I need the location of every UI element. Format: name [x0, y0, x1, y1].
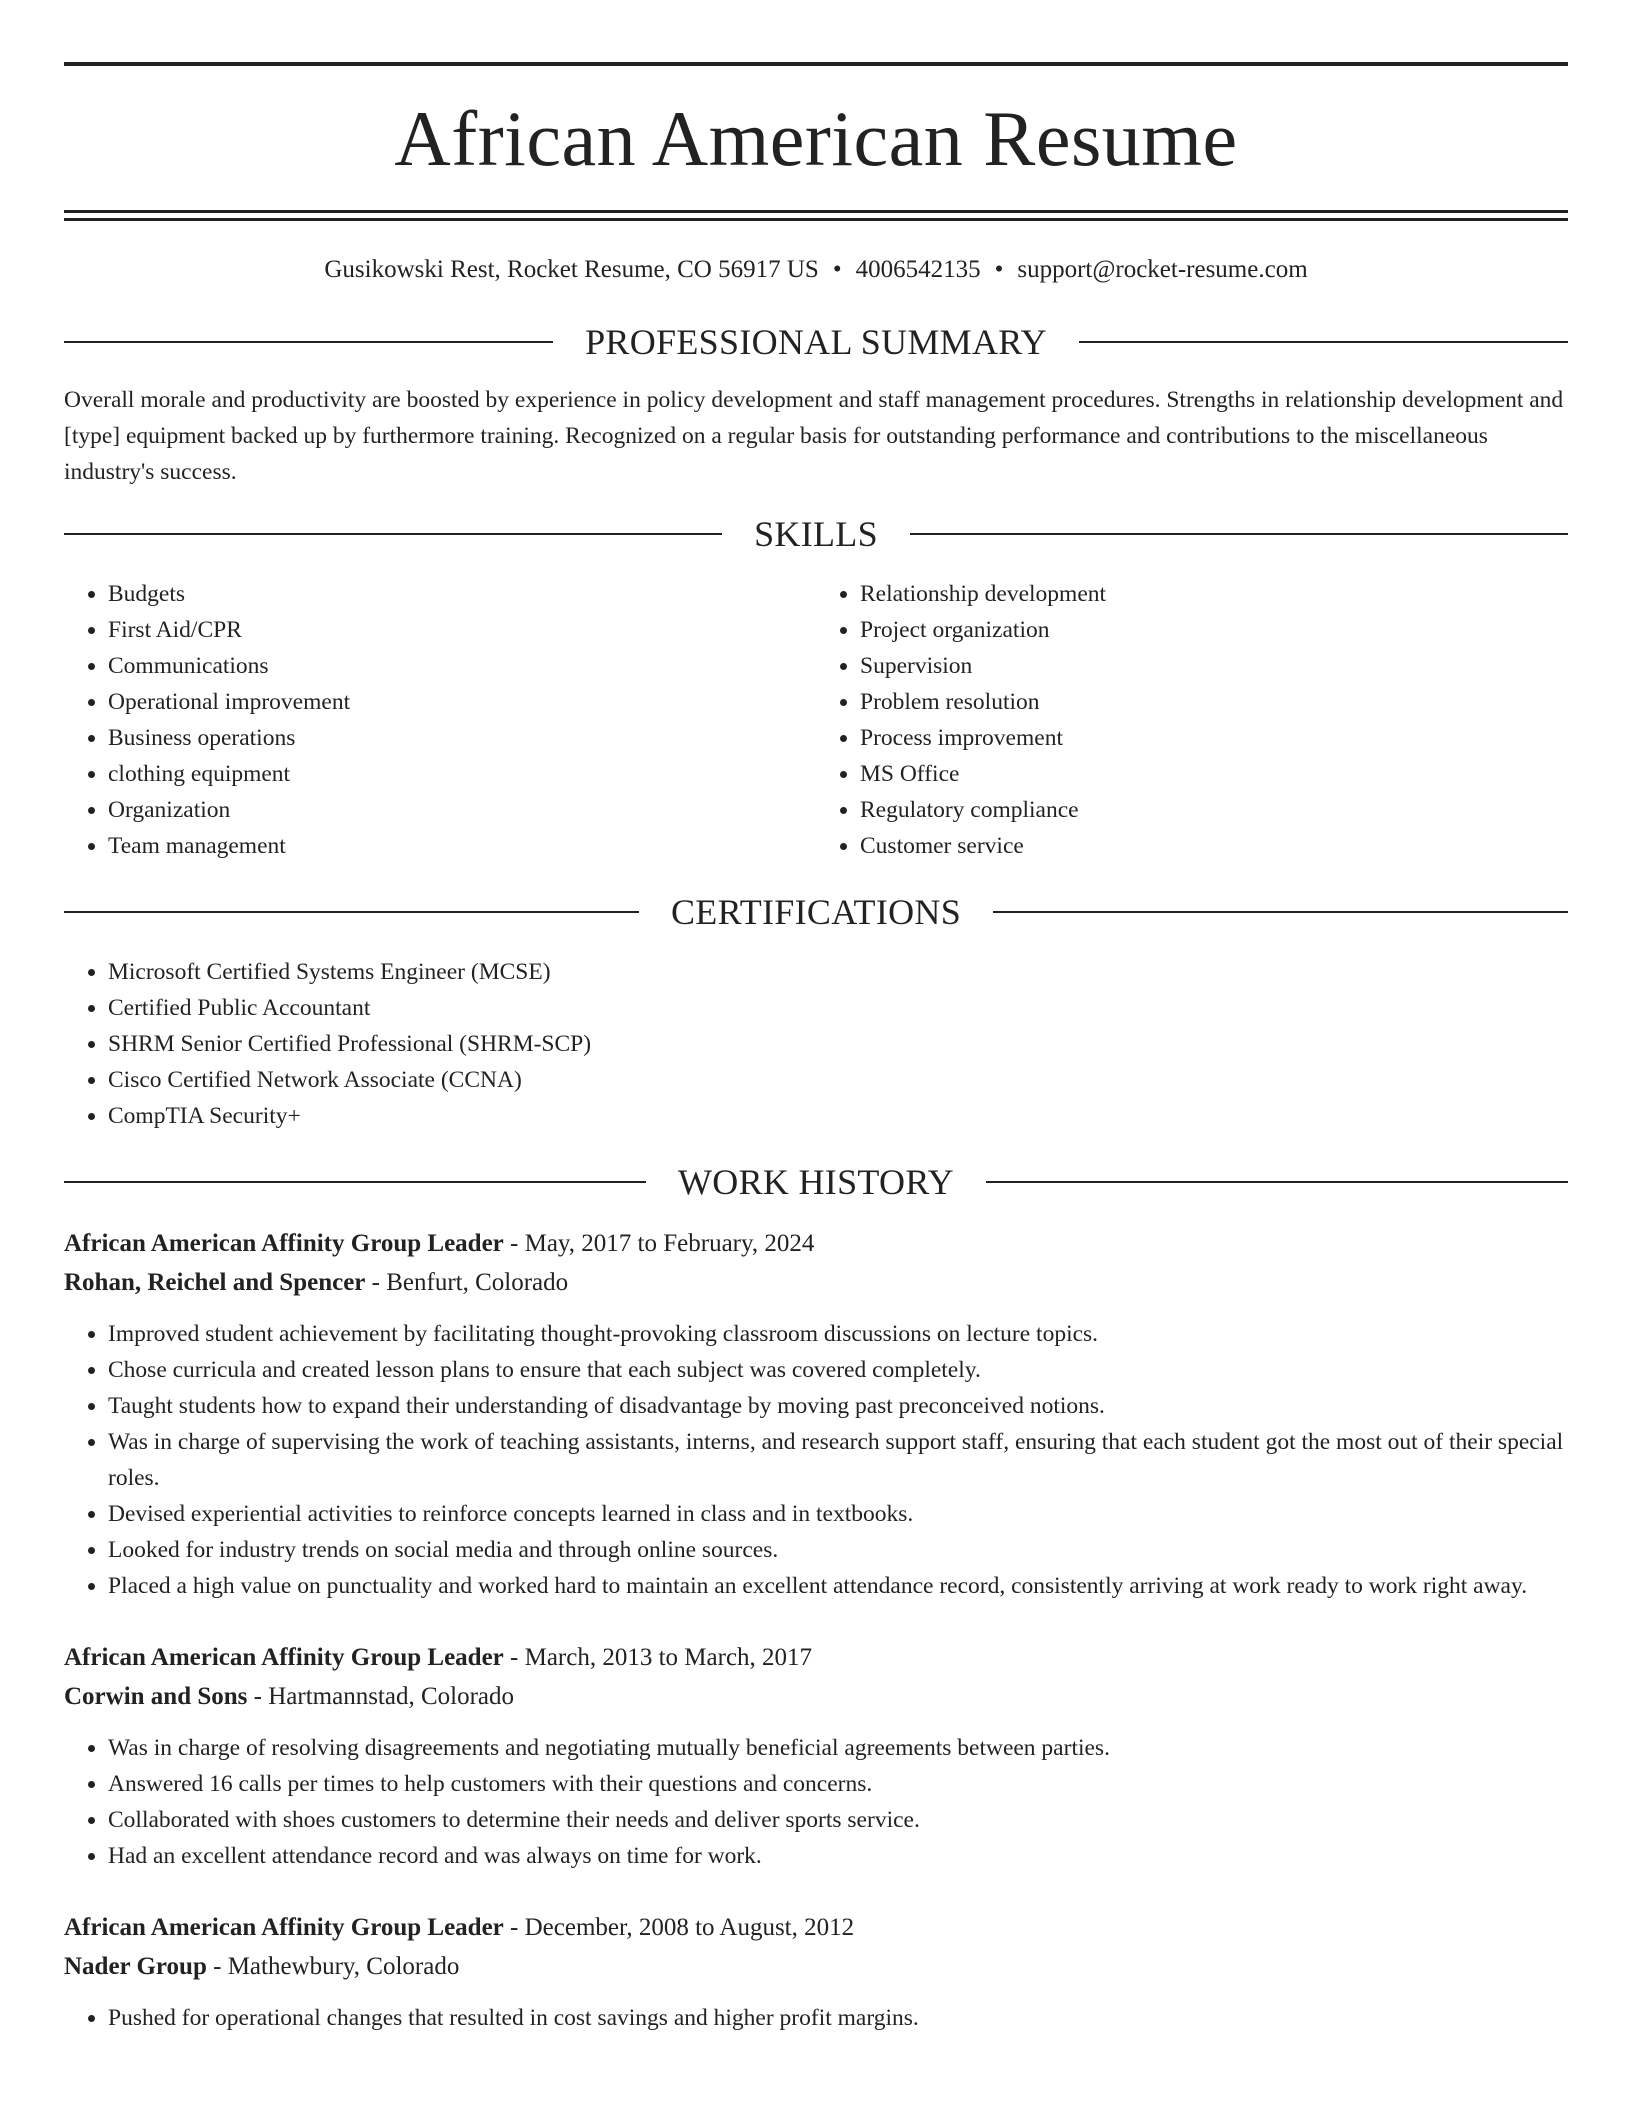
- skill-item: • Customer service: [860, 828, 1568, 864]
- contact-info: [64, 257, 1568, 282]
- job-title: African American Affinity Group Leader: [64, 1914, 504, 1941]
- contact-separator: •: [994, 256, 1004, 283]
- job-company-line: Corwin and Sons - Hartmannstad, Colorado: [64, 1683, 515, 1710]
- section-heading-summary: [64, 324, 1568, 360]
- job-bullets: [64, 1730, 1568, 1874]
- contact-phone: 4006542135: [855, 256, 981, 283]
- job-title-line: African American Affinity Group Leader - May, 2017 to February, 2024: [64, 1230, 815, 1257]
- heading-rule: [64, 533, 722, 535]
- job-dates: December, 2008 to August, 2012: [524, 1914, 855, 1941]
- heading-rule: [64, 341, 553, 343]
- job-location: Mathewbury, Colorado: [227, 1953, 460, 1980]
- certification-item: • SHRM Senior Certified Professional (SHRM-SCP): [108, 1026, 1568, 1062]
- job-bullet: • Placed a high value on punctuality and worked hard to maintain an excellent attendance record, consistently arriving at work ready to work right away.: [108, 1568, 1568, 1604]
- summary-text: Overall morale and productivity are boosted by experience in policy development and staff management procedures. Strengths in relationship development and [type] equipment backed up by furthermore training. Recognized on a regular basis for outstanding performance and contributions to the miscellaneous industry's success.: [64, 387, 1564, 485]
- job-company: Nader Group: [64, 1953, 207, 1980]
- job-location: Hartmannstad, Colorado: [268, 1683, 515, 1710]
- skill-item: • First Aid/CPR: [108, 612, 816, 648]
- certification-item: • Cisco Certified Network Associate (CCNA): [108, 1062, 1568, 1098]
- heading-rule: [986, 1181, 1568, 1183]
- skill-item: • MS Office: [860, 756, 1568, 792]
- skill-item: • Team management: [108, 828, 816, 864]
- certification-item: • Certified Public Accountant: [108, 990, 1568, 1026]
- job-bullet: • Improved student achievement by facilitating thought-provoking classroom discussions on lecture topics.: [108, 1316, 1568, 1352]
- job-bullet: • Taught students how to expand their understanding of disadvantage by moving past preconceived notions.: [108, 1388, 1568, 1424]
- certification-item: • CompTIA Security+: [108, 1098, 1568, 1134]
- job-bullet: • Was in charge of resolving disagreements and negotiating mutually beneficial agreements between parties.: [108, 1730, 1568, 1766]
- skill-item: • clothing equipment: [108, 756, 816, 792]
- resume-page: [64, 0, 1568, 2036]
- job-title-line: African American Affinity Group Leader - December, 2008 to August, 2012: [64, 1914, 855, 1941]
- skill-item: • Supervision: [860, 648, 1568, 684]
- heading-rule: [1079, 341, 1568, 343]
- section-title: CERTIFICATIONS: [670, 892, 962, 932]
- job-company-line: Nader Group - Mathewbury, Colorado: [64, 1953, 460, 1980]
- job-company-line: Rohan, Reichel and Spencer - Benfurt, Colorado: [64, 1269, 569, 1296]
- work-history: [64, 1224, 1568, 2036]
- job-dates: May, 2017 to February, 2024: [524, 1230, 815, 1257]
- skills-column-left: [64, 576, 816, 864]
- section-title: SKILLS: [754, 514, 878, 554]
- section-heading-certifications: [64, 894, 1568, 930]
- job-bullet: • Had an excellent attendance record and was always on time for work.: [108, 1838, 1568, 1874]
- resume-title: African American Resume: [394, 95, 1238, 182]
- job-bullet: • Chose curricula and created lesson plans to ensure that each subject was covered completely.: [108, 1352, 1568, 1388]
- skill-item: • Process improvement: [860, 720, 1568, 756]
- job-entry: [64, 1638, 1568, 1874]
- heading-rule: [993, 911, 1568, 913]
- double-rule: [64, 210, 1568, 221]
- section-title: WORK HISTORY: [678, 1162, 954, 1202]
- job-title: African American Affinity Group Leader: [64, 1230, 504, 1257]
- job-entry: [64, 1224, 1568, 1604]
- job-bullet: • Answered 16 calls per times to help customers with their questions and concerns.: [108, 1766, 1568, 1802]
- job-location: Benfurt, Colorado: [386, 1269, 569, 1296]
- job-bullet: • Was in charge of supervising the work of teaching assistants, interns, and research support staff, ensuring that each student got the most out of their special roles.: [108, 1424, 1568, 1496]
- job-bullet: • Looked for industry trends on social media and through online sources.: [108, 1532, 1568, 1568]
- skill-item: • Budgets: [108, 576, 816, 612]
- certifications-list: [64, 954, 1568, 1134]
- job-title: African American Affinity Group Leader: [64, 1644, 504, 1671]
- section-title: PROFESSIONAL SUMMARY: [585, 322, 1047, 362]
- skill-item: • Regulatory compliance: [860, 792, 1568, 828]
- contact-email[interactable]: support@rocket-resume.com: [1017, 256, 1308, 283]
- skills-column-right: [816, 576, 1568, 864]
- job-bullet: • Collaborated with shoes customers to determine their needs and deliver sports service.: [108, 1802, 1568, 1838]
- skill-item: • Organization: [108, 792, 816, 828]
- job-company: Corwin and Sons: [64, 1683, 248, 1710]
- skill-item: • Operational improvement: [108, 684, 816, 720]
- skill-item: • Communications: [108, 648, 816, 684]
- contact-separator: •: [832, 256, 842, 283]
- job-bullets: [64, 1316, 1568, 1604]
- skill-item: • Problem resolution: [860, 684, 1568, 720]
- top-rule: [64, 62, 1568, 66]
- contact-address: Gusikowski Rest, Rocket Resume, CO 56917 US: [324, 256, 819, 283]
- job-entry: [64, 1908, 1568, 2036]
- job-bullet: • Devised experiential activities to reinforce concepts learned in class and in textbooks.: [108, 1496, 1568, 1532]
- section-heading-skills: [64, 516, 1568, 552]
- job-title-line: African American Affinity Group Leader - March, 2013 to March, 2017: [64, 1644, 813, 1671]
- job-bullet: • Pushed for operational changes that resulted in cost savings and higher profit margins.: [108, 2000, 1568, 2036]
- skill-item: • Project organization: [860, 612, 1568, 648]
- section-heading-work: [64, 1164, 1568, 1200]
- skill-item: • Relationship development: [860, 576, 1568, 612]
- job-bullets: [64, 2000, 1568, 2036]
- job-company: Rohan, Reichel and Spencer: [64, 1269, 366, 1296]
- heading-rule: [910, 533, 1568, 535]
- skills-list: [64, 576, 1568, 864]
- heading-rule: [64, 1181, 646, 1183]
- certification-item: • Microsoft Certified Systems Engineer (MCSE): [108, 954, 1568, 990]
- heading-rule: [64, 911, 639, 913]
- skill-item: • Business operations: [108, 720, 816, 756]
- job-dates: March, 2013 to March, 2017: [524, 1644, 813, 1671]
